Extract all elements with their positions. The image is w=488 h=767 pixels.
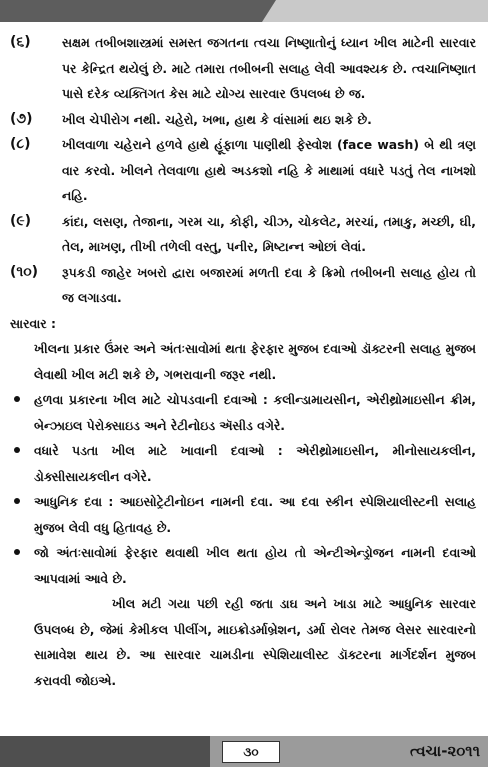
treatment-intro: ખીલના પ્રકાર ઉંમર અને અંતઃસાવોમાં થતા ફેરફાર મુજબ દવાઓ ડૉક્ટરની સલાહ મુજબ લેવાથી ખીલ મટી શકે છે, ગભરાવાની જરૂર નથી. — [34, 341, 476, 382]
bullet-icon — [14, 447, 20, 453]
list-item-text: કાંદા, લસણ, તેજાના, ગરમ ચા, કોફી, ચીઝ, ચોકલેટ, મરચાં, તમાકુ, મચ્છી, ઘી, તેલ, માખણ, તીખી તળેલી વસ્તુ, પનીર, મિષ્ટાન્ન ઓછાં લેવાં. — [62, 213, 476, 254]
list-item-number: (૭) — [10, 110, 33, 127]
list-item-7 — [0, 107, 488, 133]
section-heading-treatment: સારવાર : — [10, 315, 56, 331]
list-item-number: (૬) — [10, 34, 31, 50]
bullet-text: આધુનિક દવા : આઇસોટ્રેટીનોઇન નામની દવા. આ દવા સ્કીન સ્પેશિયાલીસ્ટની સલાહ મુજબ લેવી વધુ હિતાવહ છે. — [34, 494, 476, 535]
bullet-text: વધારે પડતા ખીલ માટે ખાવાની દવાઓ : એરીથ્રોમાઇસીન, મીનોસાયકલીન, ડોક્સીસાયકલીન વગેરે. — [34, 443, 476, 484]
footer-brand: ત્વચા-૨૦૧૧ — [409, 742, 480, 760]
bullet-text: હળવા પ્રકારના ખીલ માટે ચોપડવાની દવાઓ : કલીન્ડામાયસીન, એરીથ્રોમાઇસીન ક્રીમ, બેન્ઝાઇલ પેરોક્સાઇડ અને રેટીનોઇડ ઍસીડ વગેરે. — [34, 392, 476, 433]
header-bar — [0, 0, 488, 22]
list-item-text: ખીલવાળા ચહેરાને હળવે હાથે હૂંફાળા પાણીથી ફેસ્વોશ (face wash) બે થી ત્રણ વાર કરવો. ખીલને તેલવાળા હાથે અડકશો નહિ કે માથામાં વધારે પડતું તેલ નાખશો નહિ. — [62, 137, 476, 203]
header-bar-dark — [0, 0, 276, 22]
list-item-number: (૯) — [10, 212, 32, 229]
bullet-icon — [14, 549, 20, 555]
header-bar-light — [262, 0, 488, 22]
bullet-icon — [14, 396, 20, 402]
list-item-6 — [0, 30, 488, 107]
list-item-9 — [0, 209, 488, 260]
bullet-item — [0, 438, 488, 489]
page-content — [0, 30, 488, 693]
bullet-icon — [14, 498, 20, 504]
footer-band-dark — [0, 736, 210, 767]
list-item-number: (૧૦) — [10, 263, 39, 280]
page-number: ૩૦ — [222, 741, 280, 763]
bullet-item — [0, 387, 488, 438]
list-item-number: (૮) — [10, 136, 31, 152]
list-item-text: રૂપકડી જાહેર ખબરો દ્વારા બજારમાં મળતી દવા કે ક્રિમો તબીબની સલાહ હોય તો જ લગાડવા. — [62, 264, 476, 305]
bullet-item — [0, 489, 488, 540]
list-item-text: સક્ષમ તબીબશાસ્ત્રમાં સમસ્ત જગતના ત્વચા નિષ્ણાતોનું ધ્યાન ખીલ માટેની સારવાર પર કેન્દ્રિત થયેલું છે. માટે તમારા તબીબની સલાહ લેવી આવશ્યક છે. ત્વચાનિષ્ણાત પાસે દરેક વ્યક્તિગત કેસ માટે યોગ્ય સારવાર ઉપલબ્ધ છે જ. — [62, 35, 476, 101]
list-item-text: ખીલ ચેપીરોગ નથી. ચહેરો, ખભા, હાથ કે વાંસામાં થઇ શકે છે. — [62, 111, 372, 127]
footer-bar — [0, 736, 488, 767]
list-item-10 — [0, 260, 488, 311]
bullet-item — [0, 540, 488, 591]
closing-paragraph: ખીલ મટી ગયા પછી રહી જતા ડાઘ અને ખાડા માટે આધુનિક સારવાર ઉપલબ્ધ છે, જેમાં કેમીકલ પીલીંગ, માઇક્રોડર્માબ્રેશન, ડર્મા રોલર તેમજ લેસર સારવારનો સામાવેશ થાય છે. આ સારવાર ચામડીના સ્પેશિયાલીસ્ટ ડૉક્ટરના માર્ગદર્શન મુજબ કરાવવી જોઇએ. — [34, 596, 476, 688]
list-item-8 — [0, 132, 488, 209]
bullet-text: જો અંતઃસાવોમાં ફેરફાર થવાથી ખીલ થતા હોય તો એન્ટીએન્ડ્રોજન નામની દવાઓ આપવામાં આવે છે. — [34, 545, 476, 586]
